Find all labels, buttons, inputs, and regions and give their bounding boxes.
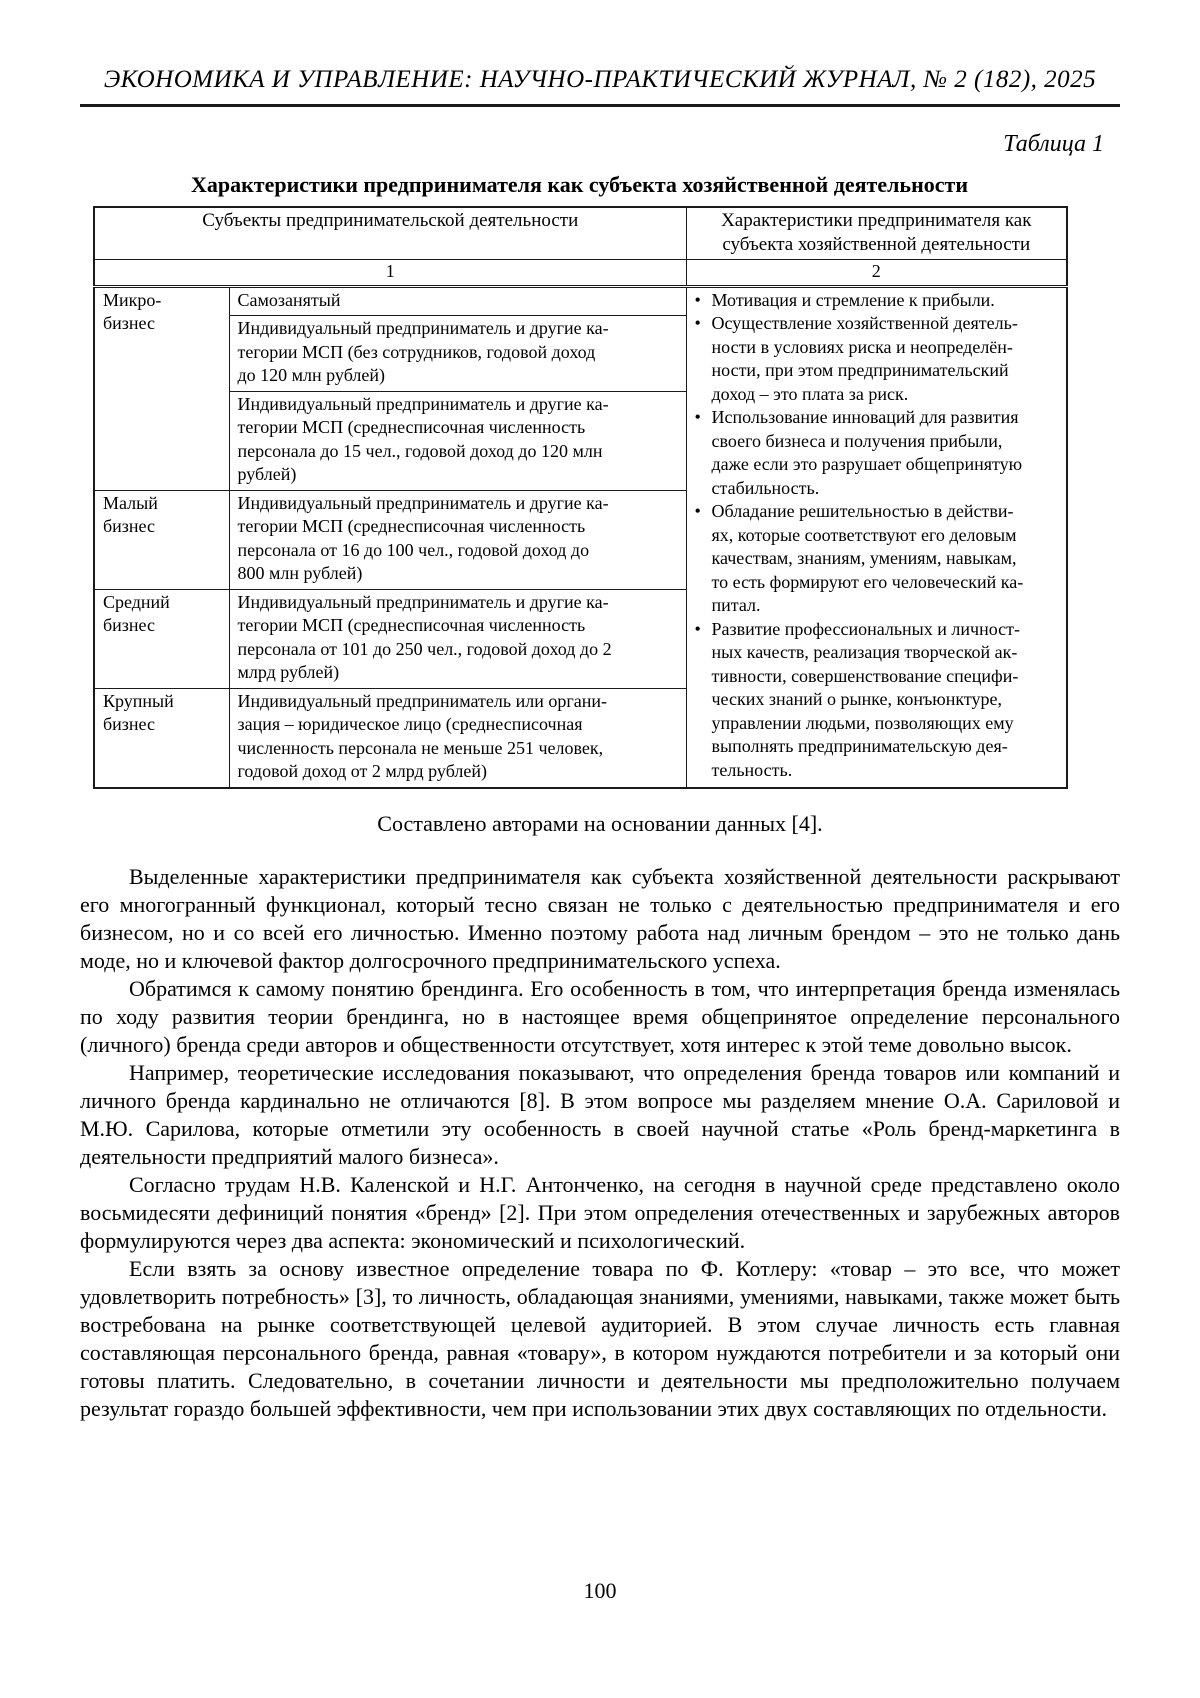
- characteristic-text: Обладание решительностью в действи- ях, которые соответствуют его деловым качествам, знаниям, умениям, навыкам, то есть формируют его человеческий ка- питал.: [711, 501, 1024, 615]
- category-cell-small-business: Малый бизнес: [94, 490, 229, 589]
- body-paragraph: Если взять за основу известное определение товара по Ф. Котлеру: «товар – это все, что может удовлетворить потребность» [3], то личность, обладающая знаниями, умениями, навыками, также может быть востребована на рынке соответствующей целевой аудиторией. В этом случае личность есть главная составляющая персонального бренда, равная «товару», в котором нуждаются потребители и за который они готовы платить. Следовательно, в сочетании личности и деятельности мы предположительно получаем результат гораздо большей эффективности, чем при использовании этих двух составляющих по отдельности.: [80, 1255, 1120, 1421]
- characteristic-text: Осуществление хозяйственной деятель- ности в условиях риска и неопределён- ности, при этом предпринимательский доход – это плата за риск.: [711, 313, 1018, 404]
- characteristic-text: Мотивация и стремление к прибыли.: [711, 289, 995, 310]
- column-number-2: 2: [686, 260, 1067, 287]
- description-cell: Индивидуальный предприниматель и другие ка- тегории МСП (среднесписочная численность персонала до 15 чел., годовой доход до 120 млн рублей): [229, 391, 686, 490]
- body-paragraph: Например, теоретические исследования показывают, что определения бренда товаров или компаний и личного бренда кардинально не отличаются [8]. В этом вопросе мы разделяем мнение О.А. Сариловой и М.Ю. Сарилова, которые отметили эту особенность в своей научной статье «Роль бренд-маркетинга в деятельности предприятий малого бизнеса».: [80, 1059, 1120, 1169]
- table-header-row: [94, 207, 1067, 260]
- description-cell: Индивидуальный предприниматель и другие ка- тегории МСП (без сотрудников, годовой доход до 120 млн рублей): [229, 316, 686, 392]
- table-row: [94, 286, 1067, 316]
- bullet-icon: •: [694, 289, 701, 310]
- characteristic-text: Использование инноваций для развития своего бизнеса и получения прибыли, даже если это разрушает общепринятую стабильность.: [711, 407, 1023, 498]
- page-number: 100: [583, 1578, 617, 1603]
- list-item: [695, 406, 1059, 500]
- column-header-characteristics: Характеристики предпринимателя как субъекта хозяйственной деятельности: [686, 207, 1067, 260]
- column-header-subjects: Субъекты предпринимательской деятельности: [94, 207, 686, 260]
- bullet-icon: •: [694, 618, 701, 639]
- table-title: Характеристики предпринимателя как субъекта хозяйственной деятельности: [190, 172, 968, 197]
- bullet-icon: •: [694, 313, 701, 333]
- characteristics-table: [93, 206, 1068, 789]
- category-cell-large-business: Крупный бизнес: [94, 688, 229, 788]
- table-label: Таблица 1: [1003, 131, 1104, 157]
- description-cell: Индивидуальный предприниматель или органи- зация – юридическое лицо (среднесписочная численность персонала не меньше 251 человек, годовой доход от 2 млрд рублей): [229, 688, 686, 788]
- body-paragraph: Выделенные характеристики предпринимателя как субъекта хозяйственной деятельности раскрывают его многогранный функционал, который тесно связан не только с деятельностью предпринимателя и его бизнесом, но и со всей его личностью. Именно поэтому работа над личным брендом – это не только дань моде, но и ключевой фактор долгосрочного предпринимательского успеха.: [80, 863, 1120, 973]
- category-cell-medium-business: Средний бизнес: [94, 589, 229, 688]
- list-item: [695, 312, 1059, 406]
- description-cell: Индивидуальный предприниматель и другие ка- тегории МСП (среднесписочная численность персонала от 16 до 100 чел., годовой доход до 800 млн рублей): [229, 490, 686, 589]
- journal-header: [80, 66, 1120, 107]
- description-cell: Индивидуальный предприниматель и другие ка- тегории МСП (среднесписочная численность персонала от 101 до 250 чел., годовой доход до 2 млрд рублей): [229, 589, 686, 688]
- characteristics-cell: [686, 286, 1067, 788]
- article-body: [80, 863, 1120, 1423]
- list-item: [695, 289, 1059, 313]
- list-item: [695, 500, 1059, 618]
- list-item: [695, 618, 1059, 783]
- bullet-icon: •: [694, 407, 701, 427]
- description-cell: Самозанятый: [229, 286, 686, 316]
- characteristic-text: Развитие профессиональных и личност- ных качеств, реализация творческой ак- тивности, совершенствование специфи- ческих знаний о рынке, конъюнктуре, управлении людьми, позволяющих ему выполнять предпринимательскую дея- тельность.: [711, 618, 1021, 780]
- category-cell-micro-business: Микро- бизнес: [94, 286, 229, 490]
- characteristics-list: [695, 289, 1059, 783]
- bullet-icon: •: [694, 501, 701, 521]
- column-number-1: 1: [94, 260, 686, 287]
- body-paragraph: Согласно трудам Н.В. Каленской и Н.Г. Антонченко, на сегодня в научной среде представлено около восьмидесяти дефиниций понятия «бренд» [2]. При этом определения отечественных и зарубежных авторов формулируются через два аспекта: экономический и психологический.: [80, 1171, 1120, 1253]
- journal-title: ЭКОНОМИКА И УПРАВЛЕНИЕ: НАУЧНО-ПРАКТИЧЕСКИЙ ЖУРНАЛ, № 2 (182), 2025: [103, 66, 1097, 93]
- body-paragraph: Обратимся к самому понятию брендинга. Его особенность в том, что интерпретация бренда изменялась по ходу развития теории брендинга, но в настоящее время общепринятое определение персонального (личного) бренда среди авторов и общественности отсутствует, хотя интерес к этой теме довольно высок.: [80, 975, 1120, 1057]
- column-number-row: [94, 260, 1067, 287]
- table-source-note: Составлено авторами на основании данных [4].: [377, 810, 823, 836]
